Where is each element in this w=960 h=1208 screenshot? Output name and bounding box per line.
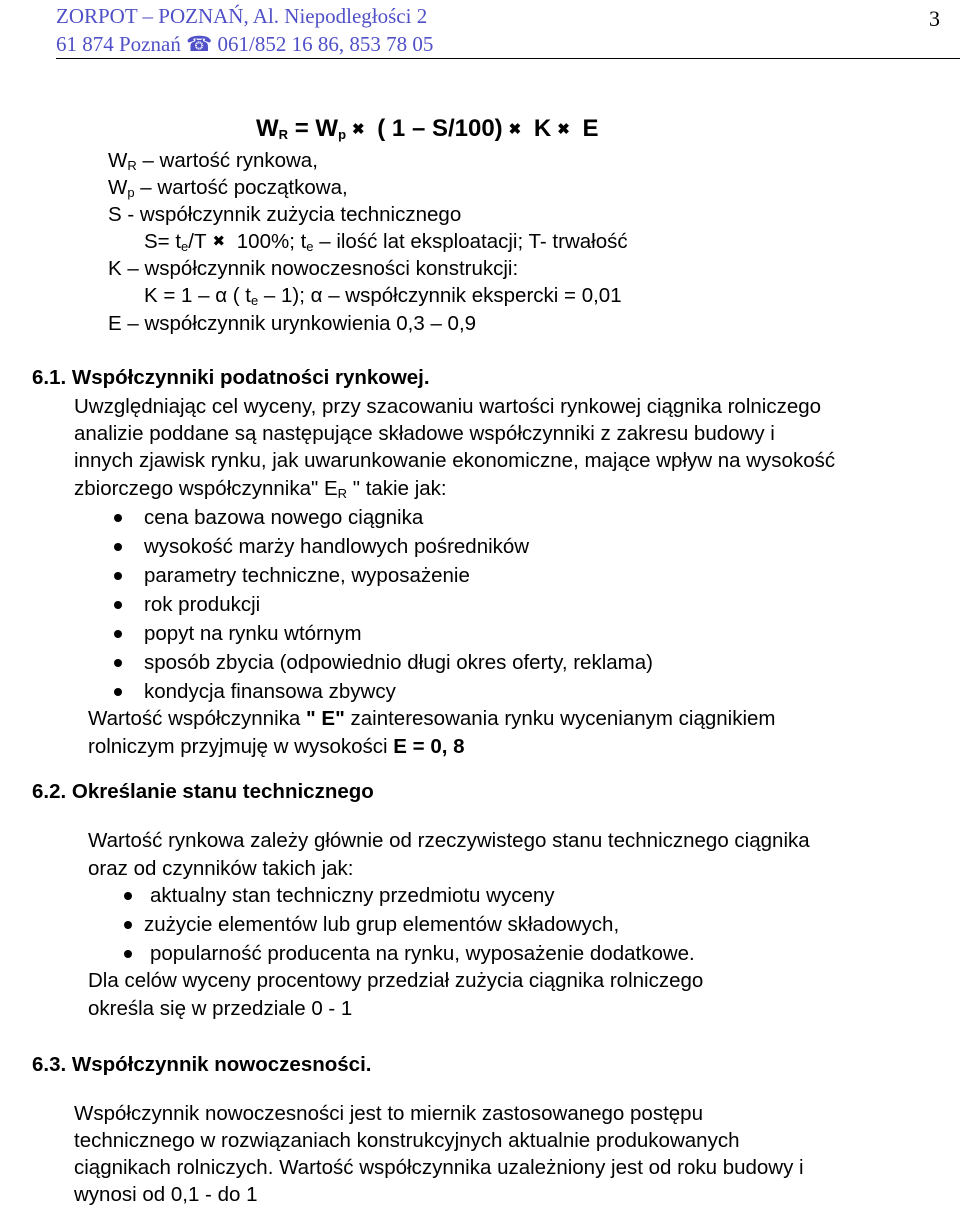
times-icon: ✖ — [212, 233, 226, 250]
list-item: sposób zbycia (odpowiednio długi okres oferty, reklama) — [144, 651, 653, 674]
paragraph-line: analizie poddane są następujące składowe współczynniki z zakresu budowy i — [74, 422, 775, 445]
w1-c: zainteresowania rynku wycenianym ciągnikiem — [344, 707, 776, 730]
bullet-icon — [114, 572, 122, 580]
def-s-c: 100%; t — [231, 230, 307, 253]
def-k-formula — [144, 284, 622, 308]
times-icon: ✖ — [352, 121, 365, 138]
list-item: zużycie elementów lub grup elementów składowych, — [144, 913, 620, 936]
list-item: parametry techniczne, wyposażenie — [144, 564, 470, 587]
header-rule — [56, 58, 960, 59]
list-item: popyt na rynku wtórnym — [144, 622, 362, 645]
bullet-icon — [124, 892, 132, 900]
bullet-icon — [114, 601, 122, 609]
paragraph-line — [74, 477, 447, 501]
paragraph-line: ciągnikach rolniczych. Wartość współczynnika uzależniony jest od roku budowy i — [74, 1156, 804, 1179]
def-s: S - współczynnik zużycia technicznego — [108, 203, 462, 226]
bullet-icon — [114, 659, 122, 667]
list-item: wysokość marży handlowych pośredników — [144, 535, 530, 558]
bullet-icon — [124, 950, 132, 958]
section-6-3-heading: 6.3. Współczynnik nowoczesności. — [32, 1053, 372, 1076]
def-wp — [108, 176, 348, 200]
p4-a: zbiorczego współczynnika" E — [74, 477, 338, 500]
bullet-icon — [114, 688, 122, 696]
formula-e: E — [575, 115, 599, 142]
def-s-a: S= t — [144, 230, 182, 253]
bullet-icon — [114, 543, 122, 551]
formula-sub-p: p — [338, 127, 347, 142]
w1-a: Wartość współczynnika — [88, 707, 306, 730]
section-6-1-heading: 6.1. Współczynniki podatności rynkowej. — [32, 366, 430, 389]
formula-eq: = W — [288, 115, 339, 142]
paragraph-line: Współczynnik nowoczesności jest to miernik zastosowanego postępu — [74, 1102, 703, 1125]
w1-b: " E" — [305, 707, 345, 730]
coefficient-e-value — [88, 735, 465, 759]
paragraph-line: technicznego w rozwiązaniach konstrukcyjnych aktualnie produkowanych — [74, 1129, 740, 1152]
paragraph-line: oraz od czynników takich jak: — [88, 857, 354, 880]
formula-paren: ( 1 – S/100) — [370, 115, 503, 142]
p4-sub: R — [337, 486, 348, 501]
list-item: popularność producenta na rynku, wyposażenie dodatkowe. — [150, 942, 695, 965]
paragraph-line: Dla celów wyceny procentowy przedział zużycia ciągnika rolniczego — [88, 969, 704, 992]
formula-w: W — [256, 115, 279, 142]
header-line-1: ZORPOT – POZNAŃ, Al. Niepodległości 2 — [56, 4, 428, 28]
section-6-2-heading: 6.2. Określanie stanu technicznego — [32, 780, 374, 803]
def-k-b: – 1); α – współczynnik ekspercki = 0,01 — [258, 284, 622, 307]
def-k-sub: e — [251, 293, 259, 308]
def-s-formula — [144, 230, 628, 254]
bullet-icon — [124, 921, 132, 929]
header-line-2: 61 874 Poznań ☎ 061/852 16 86, 853 78 05 — [56, 32, 434, 56]
paragraph-line: określa się w przedziale 0 - 1 — [88, 997, 353, 1020]
def-s-b: /T — [188, 230, 207, 253]
page-number: 3 — [929, 6, 940, 31]
formula — [256, 114, 599, 145]
paragraph-line: wynosi od 0,1 - do 1 — [74, 1183, 258, 1206]
def-wr-sub: R — [127, 158, 137, 173]
paragraph-line: Uwzględniając cel wyceny, przy szacowaniu wartości rynkowej ciągnika rolniczego — [74, 395, 822, 418]
formula-k: K — [527, 115, 552, 142]
def-s-sub1: e — [181, 239, 189, 254]
def-s-sub2: e — [306, 239, 314, 254]
def-e: E – współczynnik urynkowienia 0,3 – 0,9 — [108, 312, 477, 335]
times-icon: ✖ — [557, 121, 570, 138]
def-wp-sub: p — [127, 185, 135, 200]
list-item: rok produkcji — [144, 593, 261, 616]
paragraph-line: Wartość rynkowa zależy głównie od rzeczywistego stanu technicznego ciągnika — [88, 829, 810, 852]
def-wr-text: – wartość rynkowa, — [136, 149, 318, 172]
list-item: cena bazowa nowego ciągnika — [144, 506, 424, 529]
coefficient-e-line — [88, 707, 776, 731]
def-wr — [108, 149, 318, 173]
def-wp-text: – wartość początkowa, — [134, 176, 348, 199]
w2-a: rolniczym przyjmuję w wysokości — [88, 735, 394, 758]
paragraph-line: innych zjawisk rynku, jak uwarunkowanie ekonomiczne, mające wpływ na wysokość — [74, 449, 836, 472]
list-item: aktualny stan techniczny przedmiotu wyceny — [150, 884, 555, 907]
times-icon: ✖ — [508, 121, 522, 138]
formula-sub-r: R — [278, 127, 289, 142]
def-wr-w: W — [108, 149, 128, 172]
w2-b: E = 0, 8 — [393, 735, 465, 758]
bullet-icon — [114, 514, 122, 522]
bullet-icon — [114, 630, 122, 638]
def-wp-w: W — [108, 176, 128, 199]
p4-b: " takie jak: — [347, 477, 447, 500]
def-k-a: K = 1 – α ( t — [144, 284, 251, 307]
def-s-d: – ilość lat eksploatacji; T- trwałość — [313, 230, 628, 253]
list-item: kondycja finansowa zbywcy — [144, 680, 396, 703]
def-k: K – współczynnik nowoczesności konstrukcji: — [108, 257, 519, 280]
